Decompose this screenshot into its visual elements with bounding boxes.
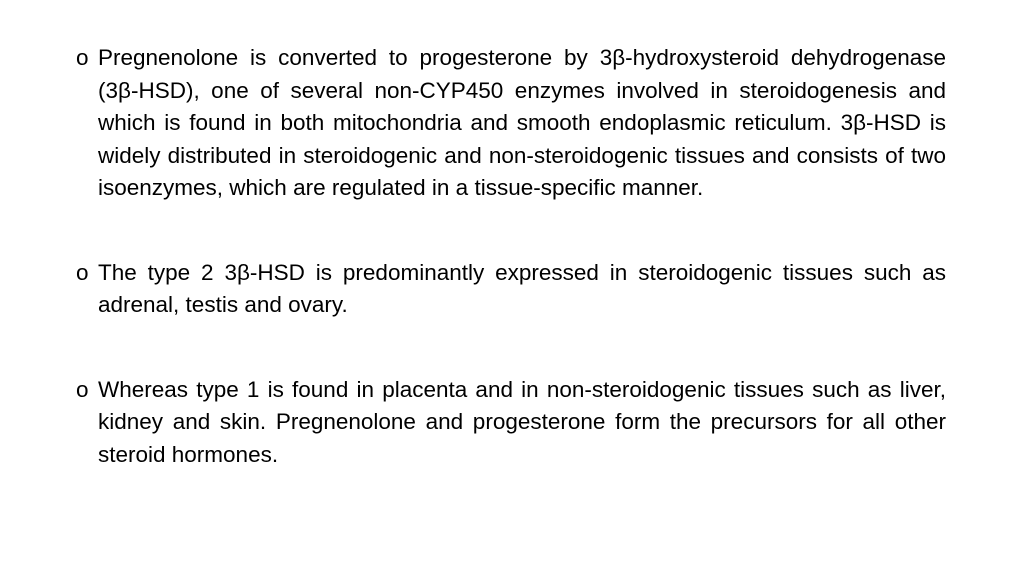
bullet-list [76,42,946,471]
bullet-marker-icon: o [76,376,89,402]
bullet-text: The type 2 3β-HSD is predominantly expressed in steroidogenic tissues such as adrenal, testis and ovary. [98,259,946,317]
bullet-marker-icon: o [76,45,89,70]
bullet-text: Whereas type 1 is found in placenta and in non-steroidogenic tissues such as liver, kidney and skin. Pregnenolone and progesterone form the precursors for all other steroid hormones. [98,376,946,467]
bullet-item-type-2 [76,257,946,322]
bullet-marker-icon: o [76,259,89,285]
bullet-item-type-1 [76,374,946,472]
bullet-item-3b-hsd-conversion [76,42,946,205]
bullet-text: Pregnenolone is converted to progesterone by 3β-hydroxysteroid dehydrogenase (3β-HSD), one of several non-CYP450 enzymes involved in steroidogenesis and which is found in both mitochondria and smooth endoplasmic reticulum. 3β-HSD is widely distributed in steroidogenic and non-steroidogenic tissues and consists of two isoenzymes, which are regulated in a tissue-specific manner. [98,45,946,200]
